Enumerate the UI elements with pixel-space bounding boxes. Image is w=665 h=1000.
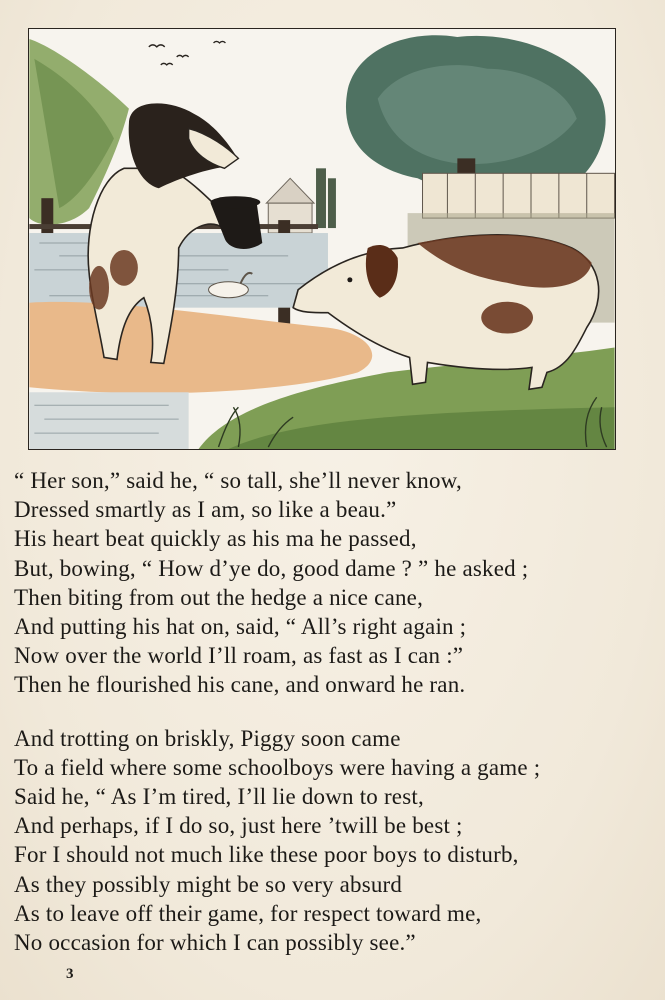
lower-water [29, 392, 188, 449]
illustration-pigs [28, 28, 616, 450]
verse-line: As they possibly might be so very absurd [14, 871, 403, 897]
verse-line: Now over the world I’ll roam, as fast as I can :” [14, 643, 464, 669]
page-number: 3 [66, 966, 74, 982]
verse-line: “ Her son,” said he, “ so tall, she’ll never know, [14, 468, 462, 493]
verse-text [14, 466, 654, 957]
verse-line: Then biting from out the hedge a nice cane, [14, 584, 424, 610]
verse-line: And putting his hat on, said, “ All’s right again ; [14, 614, 467, 640]
verse-line: Dressed smartly as I am, so like a beau.” [14, 497, 397, 523]
verse-line: No occasion for which I can possibly see.” [14, 930, 416, 956]
verse-line: For I should not much like these poor boys to disturb, [14, 842, 519, 868]
illustration-drawing [29, 29, 615, 449]
verse-line: Then he flourished his cane, and onward he ran. [14, 672, 466, 698]
verse-line: To a field where some schoolboys were having a game ; [14, 754, 541, 780]
stanza-2 [14, 724, 654, 958]
verse-line: And trotting on briskly, Piggy soon came [14, 725, 401, 751]
verse-line: His heart beat quickly as his ma he passed, [14, 526, 417, 552]
verse-line: But, bowing, “ How d’ye do, good dame ? ” he asked ; [14, 555, 529, 581]
verse-line: And perhaps, if I do so, just here ’twill be best ; [14, 813, 463, 839]
verse-line: As to leave off their game, for respect toward me, [14, 900, 482, 926]
verse-line: Said he, “ As I’m tired, I’ll lie down to rest, [14, 784, 424, 810]
stanza-1 [14, 466, 654, 700]
